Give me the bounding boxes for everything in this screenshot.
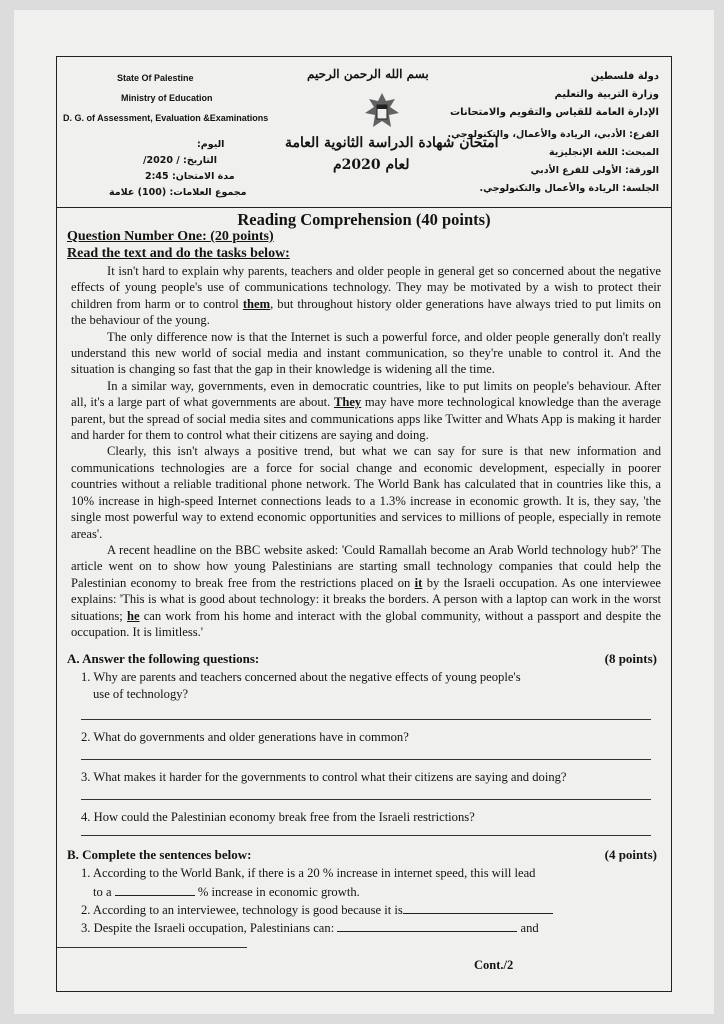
passage-paragraph: It isn't hard to explain why parents, teachers and older people in general get so concerned about the negative effects of young people's use of communications technology. They may be motivated by a wish to protect their children from harm or to control them, but throughout history older generations have always tried to put limits on the behaviour of the young. — [71, 264, 662, 328]
exam-page — [14, 10, 714, 1014]
header-branch: الفرع: الأدبي، الريادة والأعمال، والتكنولوجي. — [447, 129, 659, 140]
palestine-emblem-icon — [359, 89, 405, 135]
part-a-heading: A. Answer the following questions: (8 points) — [67, 651, 657, 666]
answer-line-1[interactable] — [81, 719, 651, 720]
exam-header — [57, 57, 671, 215]
exam-frame — [56, 56, 672, 992]
header-directorate-ar: الإدارة العامة للقياس والتقويم والامتحانات — [450, 107, 659, 118]
answer-line-4[interactable] — [81, 835, 651, 836]
passage-paragraph: The only difference now is that the Internet is such a powerful force, and older people generally don't really understand this new world of social media and instant communication, so they're unable to control it. And the situation is changing so fast that the gap in their knowledge is widening all the time. — [71, 329, 661, 377]
sentence-3: 3. Despite the Israeli occupation, Palestinians can: and — [81, 921, 539, 935]
header-day: اليوم: — [197, 139, 225, 150]
section-title: Reading Comprehension (40 points) — [237, 210, 491, 229]
exam-title: امتحان شهادة الدراسة الثانوية العامة — [285, 135, 499, 151]
part-b-heading: B. Complete the sentences below: (4 points) — [67, 847, 657, 862]
question-2: 2. What do governments and older generations have in common? — [81, 730, 409, 744]
sentence-1-cont: to a % increase in economic growth. — [93, 885, 360, 899]
header-ministry-ar: وزارة التربية والتعليم — [554, 89, 659, 100]
header-state: State Of Palestine — [117, 73, 194, 83]
header-session: الجلسة: الريادة والأعمال والتكنولوجي. — [479, 183, 659, 194]
basmala: بسم الله الرحمن الرحيم — [307, 67, 429, 81]
part-a-points: (8 points) — [604, 651, 657, 666]
reading-passage — [71, 263, 661, 640]
answer-line-3[interactable] — [81, 799, 651, 800]
question-3: 3. What makes it harder for the governments to control what their citizens are saying and doing? — [81, 770, 567, 784]
blank-can-1[interactable] — [337, 919, 517, 932]
passage-paragraph: A recent headline on the BBC website asked: 'Could Ramallah become an Arab World technology hub?' The article went on to show how young Palestinians are starting small technology companies that could help the Palestinian economy to break free from the restrictions placed on it by the Israeli occupation. As one interviewee explains: 'This is what is good about technology: it breaks the borders. A person with a laptop can work in the worst situations; he can work from his home and interact with the global community, without a passport and despite the occupation. It is limitless.' — [71, 542, 661, 639]
header-subject: المبحث: اللغة الإنجليزية — [549, 147, 659, 158]
exam-year: لعام 2020م — [333, 157, 410, 173]
header-state-ar: دولة فلسطين — [590, 71, 659, 82]
passage-paragraph: Clearly, this isn't always a positive trend, but what we can say for sure is that new information and communications technologies are a force for social change and economic development, especially in poorer countries without a reliable traditional phone network. The World Bank has calculated that in countries like this, a 10% increase in high-speed Internet connections leads to a 1.3% increase in economic growth. It is, they say, 'the single most powerful way to extend economic opportunities and services to millions of people, especially in remote areas'. — [71, 444, 661, 541]
question-1: 1. Why are parents and teachers concerned about the negative effects of young people's — [81, 670, 521, 684]
header-duration: مدة الامتحان: 2:45 — [145, 171, 235, 182]
blank-technology[interactable] — [403, 901, 553, 914]
blank-can-2[interactable] — [57, 947, 247, 948]
header-date: التاريخ: / 2020/ — [143, 155, 217, 166]
header-total-marks: مجموع العلامات: (100) علامة — [109, 187, 247, 198]
header-divider — [57, 207, 671, 208]
sentence-2: 2. According to an interviewee, technology is good because it is — [81, 901, 651, 918]
passage-paragraph: In a similar way, governments, even in democratic countries, like to put limits on people's behaviour. After all, it's a large part of what governments are about. They may have more technological knowledge than the average parent, but the spread of social media sites and communications apps like Twitter and Whats App is making it harder and harder for them to control what their citizens are saying and doing. — [71, 378, 661, 443]
header-ministry: Ministry of Education — [121, 93, 213, 103]
question-1-cont: use of technology? — [93, 687, 189, 701]
continued-footer: Cont./2 — [474, 958, 514, 972]
instructions: Read the text and do the tasks below: — [67, 246, 290, 261]
sentence-1: 1. According to the World Bank, if there is a 20 % increase in internet speed, this will lead — [81, 866, 536, 880]
header-paper: الورقة: الأولى للفرع الأدبي — [530, 165, 659, 176]
question-4: 4. How could the Palestinian economy break free from the Israeli restrictions? — [81, 810, 475, 824]
blank-percent[interactable] — [115, 883, 195, 896]
part-b-points: (4 points) — [604, 847, 657, 862]
question-one-heading: Question Number One: (20 points) — [67, 229, 274, 244]
answer-line-2[interactable] — [81, 759, 651, 760]
header-directorate: D. G. of Assessment, Evaluation &Examinations — [63, 113, 269, 123]
